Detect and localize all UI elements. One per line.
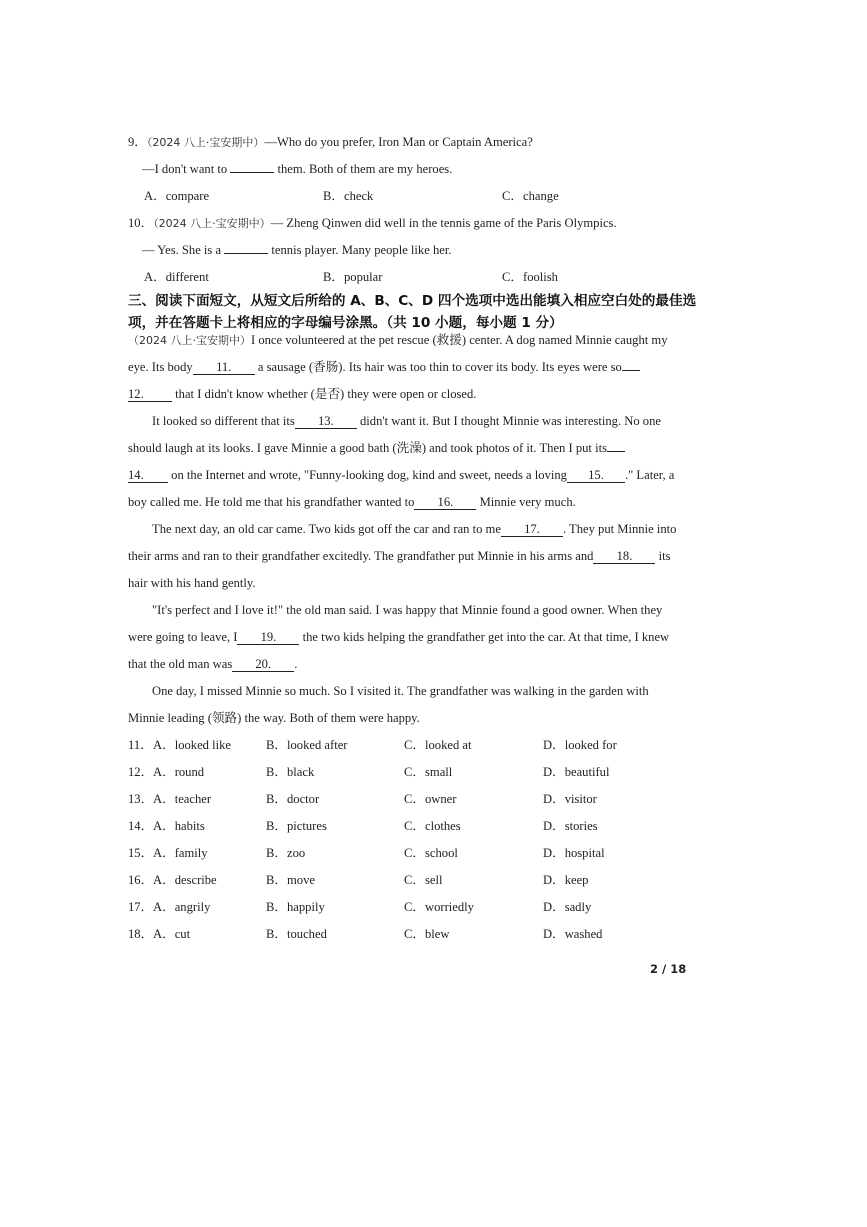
blank-14-start [607,451,625,452]
passage-line-15-text: Minnie leading (领路) the way. Both of them were happy. [128,711,420,725]
choice-d: D．visitor [543,792,597,806]
passage-line-8a: The next day, an old car came. Two kids got off the car and ran to me [152,522,501,536]
passage-line-6 [128,467,674,483]
passage-line-11-text: "It's perfect and I love it!" the old man said. I was happy that Minnie found a good owner. When they [152,603,663,617]
passage-line-8 [152,521,676,537]
choice-number: 11． [128,738,153,752]
choice-b: B．zoo [266,846,306,860]
choice-d: D．beautiful [543,765,610,779]
passage-line-7a: boy called me. He told me that his grandfather wanted to [128,495,415,509]
choice-a: A．cut [153,927,191,941]
passage-line-7 [128,494,576,510]
choice-b: B．pictures [266,819,327,833]
choice-a: A．angrily [153,900,211,914]
passage-line-2 [128,359,640,375]
passage-line-10-text: hair with his hand gently. [128,576,256,590]
blank-11: 11. [193,360,255,375]
q9-stem-text: —Who do you prefer, Iron Man or Captain America? [264,135,533,149]
passage-line-4b: didn't want it. But I thought Minnie was interesting. No one [359,414,661,428]
q10-line2-pre: — Yes. She is a [142,243,222,257]
blank-17: 17. [501,522,563,537]
choice-d: D．washed [543,927,603,941]
choice-c: C．owner [404,792,457,806]
choice-a: A．round [153,765,205,779]
passage-line-11 [152,602,662,618]
q9-option-b: B．check [323,189,374,203]
choice-c: C．looked at [404,738,472,752]
passage-line-12 [128,629,669,645]
page-number: 2 / 18 [650,962,687,976]
q10-blank [224,253,268,254]
q9-option-c: C．change [502,189,559,203]
choice-b: B．happily [266,900,325,914]
passage-line-13b: . [294,657,298,671]
passage-source: （2024 八上·宝安期中） [128,334,251,347]
passage-line-15 [128,710,420,726]
blank-14: 14. [128,468,168,483]
passage-line-9 [128,548,671,564]
q10-line2 [142,242,452,258]
q10-line2-post: tennis player. Many people like her. [271,243,452,257]
q9-stem [128,134,533,151]
q10-option-b: B．popular [323,270,383,284]
q10-number: 10． [128,216,154,230]
passage-line-5-text: should laugh at its looks. I gave Minnie a good bath (洗澡) and took photos of it. Then I put its [128,441,607,455]
choice-a: A．family [153,846,208,860]
choice-b: B．doctor [266,792,320,806]
passage-line-13 [128,656,297,672]
passage-line-4a: It looked so different that its [152,414,295,428]
choice-number: 13． [128,792,154,806]
passage-line-3-text: that I didn't know whether (是否) they were open or closed. [175,387,477,401]
passage-line-14 [152,683,649,699]
q10-option-c: C．foolish [502,270,558,284]
q9-line2-pre: —I don't want to [142,162,228,176]
q9-number: 9． [128,135,147,149]
choice-number: 18． [128,927,154,941]
choice-c: C．school [404,846,458,860]
passage-line-6b: ." Later, a [624,468,675,482]
choice-number: 17． [128,900,154,914]
choice-a: A．describe [153,873,217,887]
choice-b: B．move [266,873,315,887]
choice-a: A．looked like [153,738,231,752]
passage-line-3 [128,386,476,402]
choice-d: D．hospital [543,846,605,860]
choice-c: C．blew [404,927,450,941]
blank-12-start [622,370,640,371]
passage-line-14-text: One day, I missed Minnie so much. So I visited it. The grandfather was walking in the garden with [152,684,649,698]
q10-source: （2024 八上·宝安期中） [153,217,271,230]
choice-c: C．clothes [404,819,461,833]
blank-16: 16. [414,495,476,510]
q10-stem [128,215,617,232]
passage-line-10 [128,575,256,591]
choice-b: B．touched [266,927,327,941]
passage-line-6a: on the Internet and wrote, "Funny-looking dog, kind and sweet, needs a loving [171,468,567,482]
choice-number: 12． [128,765,154,779]
choice-number: 14． [128,819,154,833]
choice-d: D．stories [543,819,598,833]
choice-c: C．small [404,765,453,779]
blank-15: 15. [567,468,625,483]
choice-c: C．sell [404,873,443,887]
passage-line-1-text: I once volunteered at the pet rescue (救援) center. A dog named Minnie caught my [251,333,668,347]
section3-heading: 三、阅读下面短文，从短文后所给的 A、B、C、D 四个选项中选出能填入相应空白处的最佳选项，并在答题卡上将相应的字母编号涂黑。（共 10 小题，每小题 1 分） [128,293,697,331]
choice-d: D．keep [543,873,589,887]
passage-line-4 [152,413,661,429]
q9-line2 [142,161,452,177]
choice-b: B．looked after [266,738,348,752]
q9-line2-post: them. Both of them are my heroes. [277,162,453,176]
passage-line-1 [128,332,668,349]
choice-a: A．teacher [153,792,212,806]
passage-line-7b: Minnie very much. [479,495,576,509]
passage-line-5 [128,440,625,456]
blank-19: 19. [237,630,299,645]
q9-blank [230,172,274,173]
choice-d: D．sadly [543,900,592,914]
choice-d: D．looked for [543,738,617,752]
q9-source: （2024 八上·宝安期中） [146,136,265,149]
choice-number: 16． [128,873,154,887]
passage-line-9b: its [658,549,671,563]
q10-option-a: A．different [144,270,209,284]
passage-line-13a: that the old man was [128,657,233,671]
passage-line-12a: were going to leave, I [128,630,238,644]
passage-line-2a: eye. Its body [128,360,193,374]
passage-line-12b: the two kids helping the grandfather get into the car. At that time, I knew [302,630,670,644]
choice-a: A．habits [153,819,205,833]
passage-line-8b: . They put Minnie into [562,522,677,536]
choice-c: C．worriedly [404,900,474,914]
q9-option-a: A．compare [144,189,210,203]
choice-b: B．black [266,765,315,779]
blank-13: 13. [295,414,357,429]
passage-line-2b: a sausage (香肠). Its hair was too thin to cover its body. Its eyes were so [257,360,622,374]
passage-line-9a: their arms and ran to their grandfather excitedly. The grandfather put Minnie in his arms and [128,549,594,563]
blank-18: 18. [593,549,655,564]
q10-stem-text: — Zheng Qinwen did well in the tennis game of the Paris Olympics. [270,216,617,230]
blank-20: 20. [232,657,294,672]
blank-12: 12. [128,387,172,402]
choice-number: 15． [128,846,154,860]
